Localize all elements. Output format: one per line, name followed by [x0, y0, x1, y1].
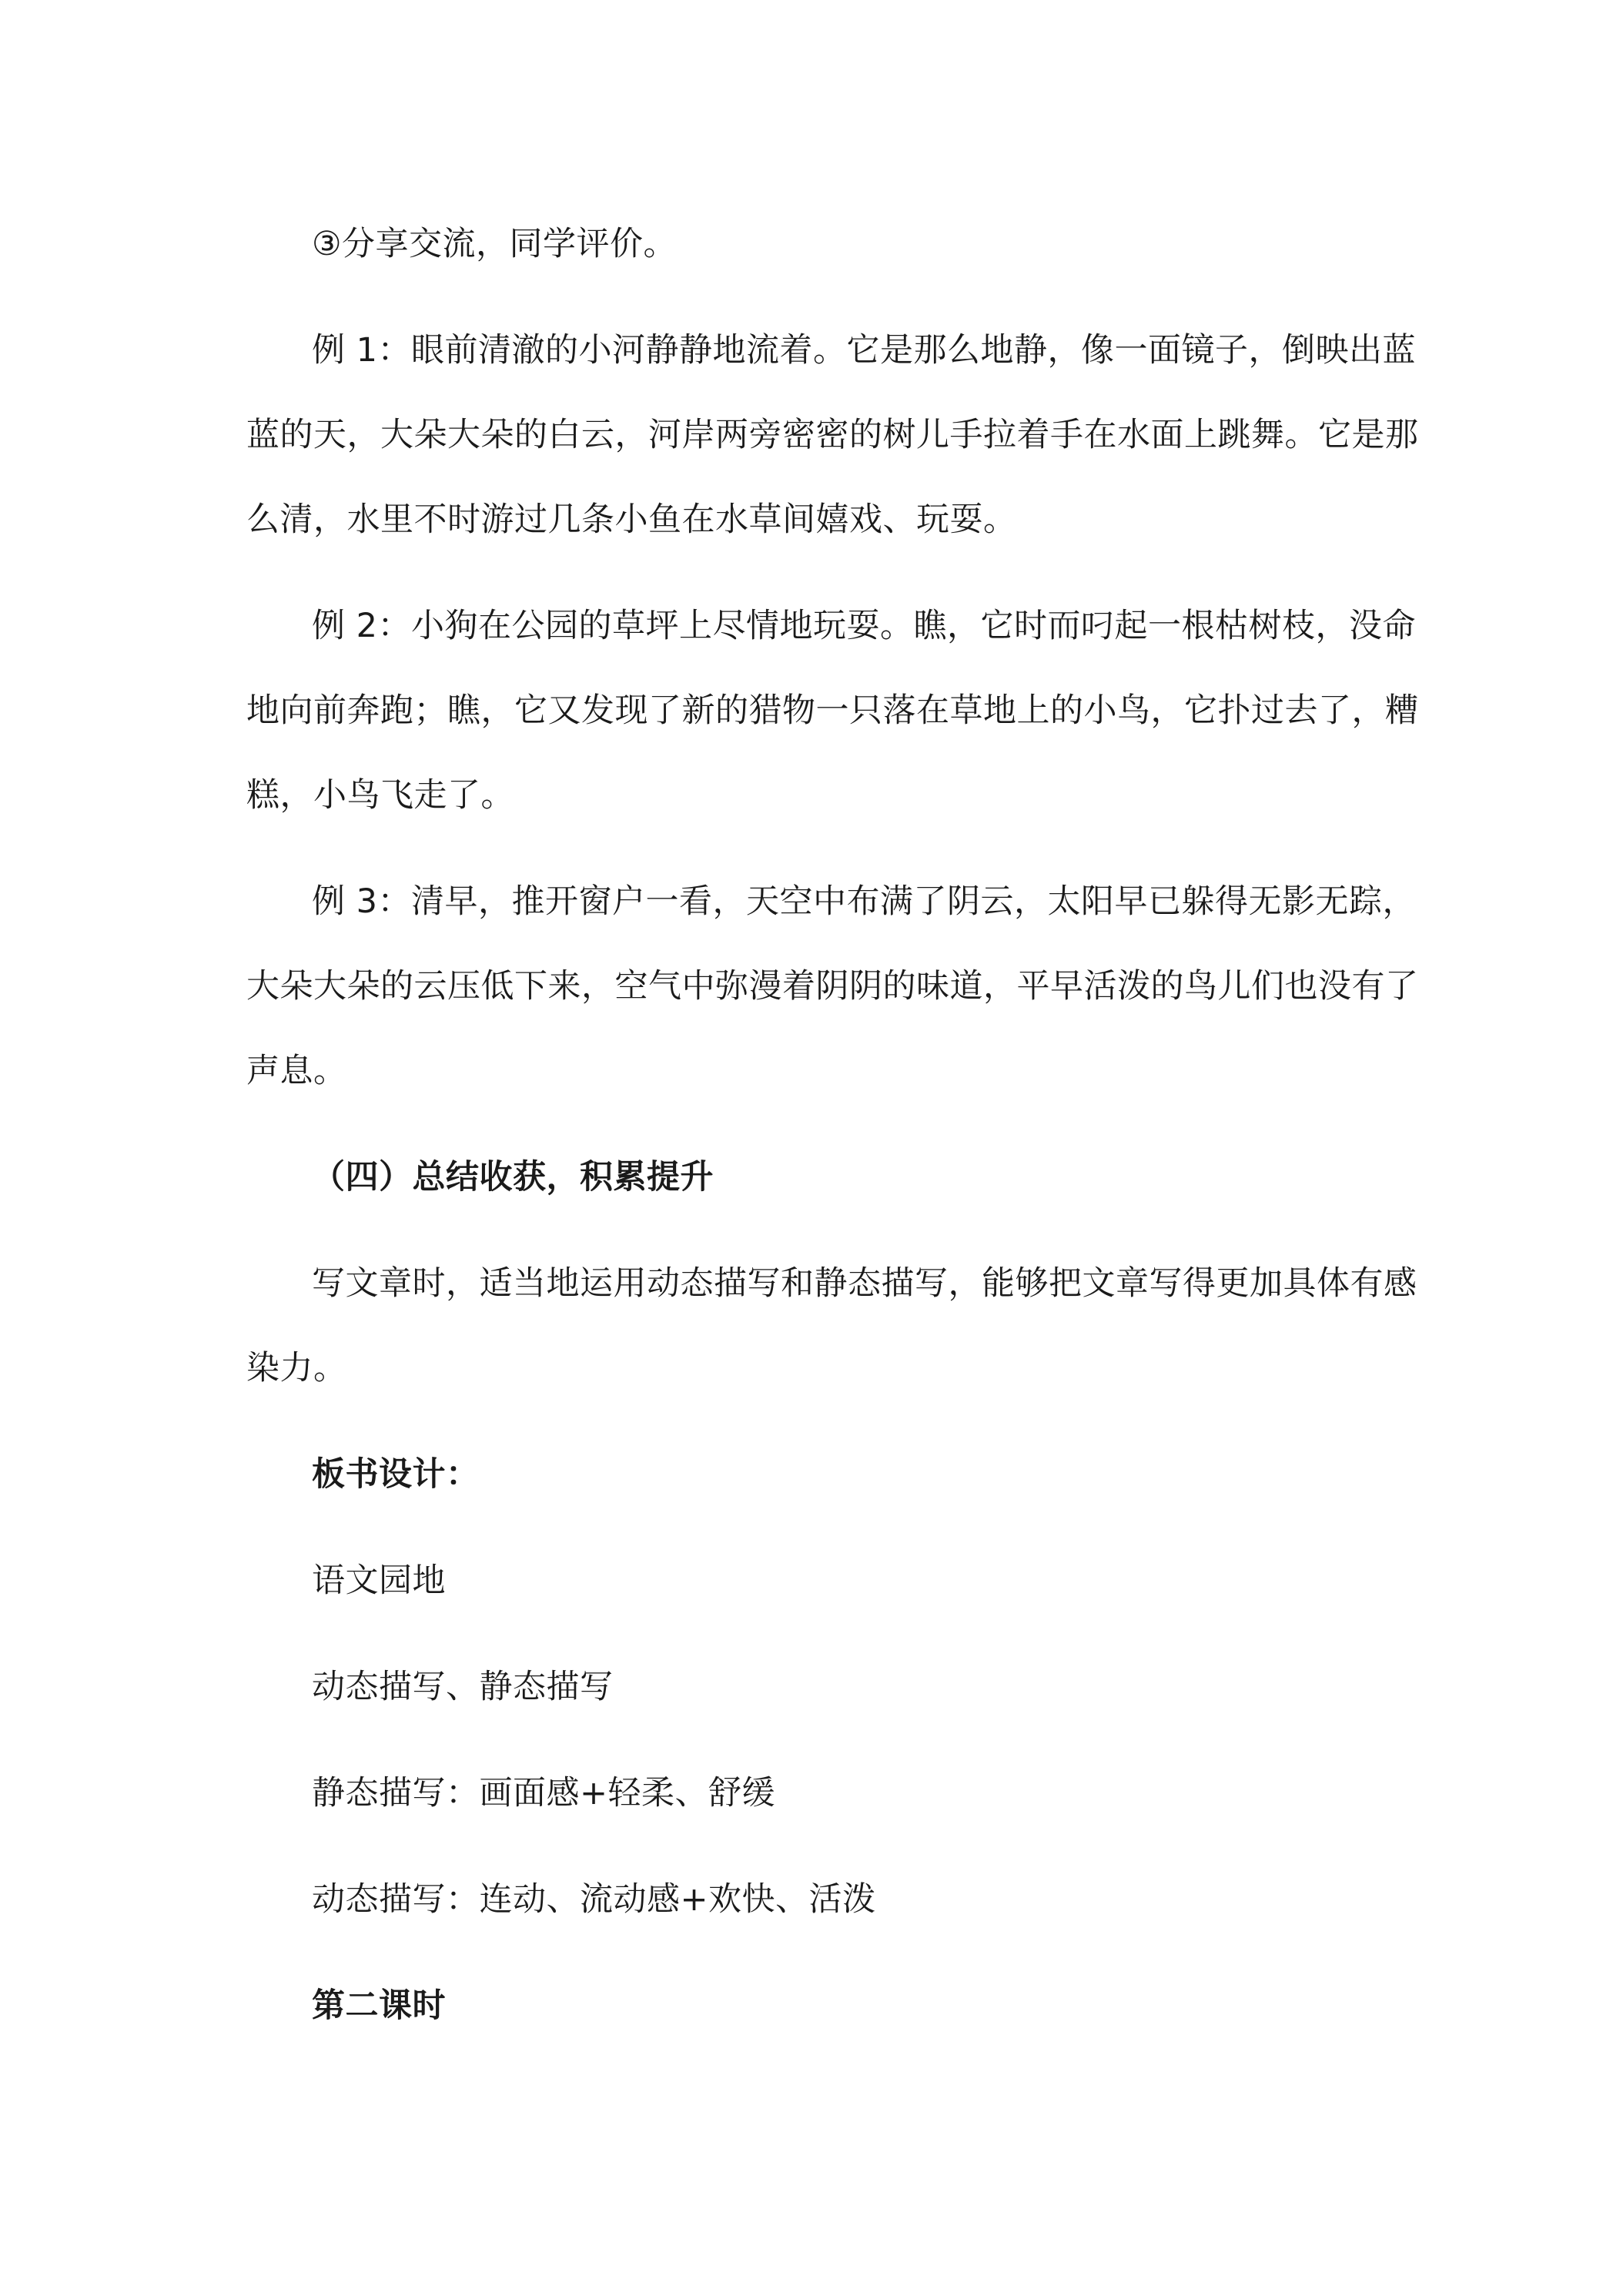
example3-line1: 例 3：清早，推开窗户一看，天空中布满了阴云，太阳早已躲得无影无踪，: [312, 882, 1417, 921]
example3-line3: 声息。: [246, 1052, 347, 1090]
lesson2-heading: 第二课时: [312, 1986, 446, 2025]
example1-line2: 蓝的天，大朵大朵的白云，河岸两旁密密的树儿手拉着手在水面上跳舞。它是那: [246, 416, 1419, 454]
example1-line1: 例 1：眼前清澈的小河静静地流着。它是那么地静，像一面镜子，倒映出蓝: [312, 331, 1417, 370]
board-item: 静态描写：画面感+轻柔、舒缓: [312, 1774, 776, 1812]
summary-line1: 写文章时，适当地运用动态描写和静态描写，能够把文章写得更加具体有感: [312, 1264, 1417, 1303]
board-item: 动态描写、静态描写: [312, 1668, 614, 1706]
section4-heading: （四）总结收获，积累提升: [312, 1158, 714, 1197]
example2-line1: 例 2：小狗在公园的草坪上尽情地玩耍。瞧，它时而叼起一根枯树枝，没命: [312, 607, 1417, 645]
example2-line2: 地向前奔跑；瞧，它又发现了新的猎物一只落在草地上的小鸟，它扑过去了，糟: [246, 691, 1419, 730]
example3-line2: 大朵大朵的云压低下来，空气中弥漫着阴阴的味道，平早活泼的鸟儿们也没有了: [246, 967, 1419, 1006]
board-item: 动态描写：连动、流动感+欢快、活泼: [312, 1880, 876, 1919]
example1-line3: 么清，水里不时游过几条小鱼在水草间嬉戏、玩耍。: [246, 500, 1017, 539]
board-item: 语文园地: [312, 1561, 446, 1600]
step3-text: ③分享交流，同学评价。: [312, 225, 678, 263]
example2-line3: 糕，小鸟飞走了。: [246, 776, 514, 815]
summary-line2: 染力。: [246, 1349, 347, 1387]
board-design-heading: 板书设计：: [312, 1455, 480, 1494]
